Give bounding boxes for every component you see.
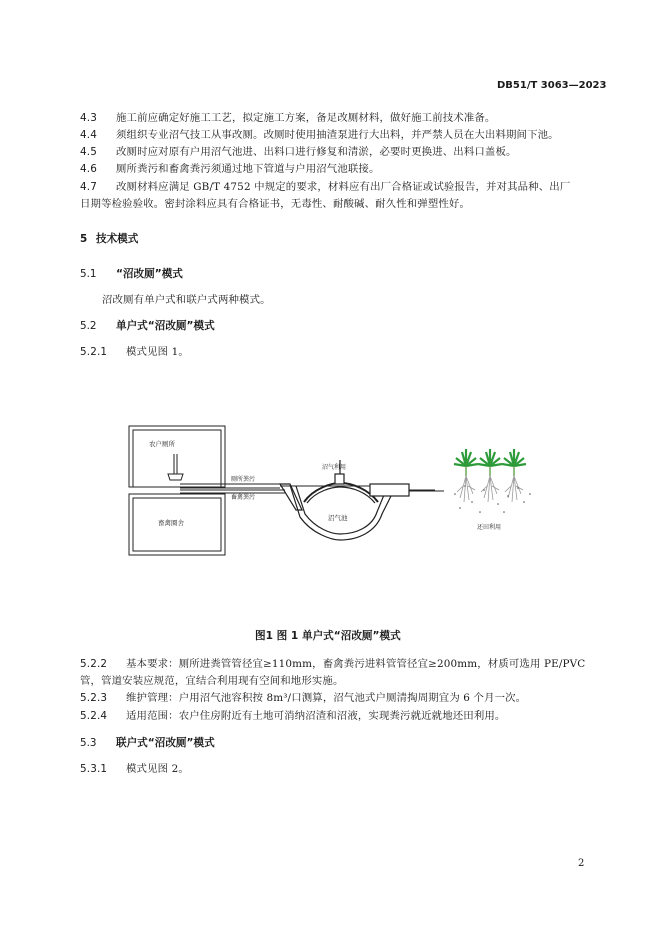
livestock-house-label: 畜禽圈舍 [158, 519, 184, 527]
clause-4-4 [80, 126, 559, 141]
clause-text: 改厕材料应满足 GB/T 4752 中规定的要求，材料应有出厂合格证或试验报告，并对其品种、出厂 [116, 181, 571, 193]
section-number: 5.3 [80, 737, 97, 749]
document-id: DB51/T 3063—2023 [497, 80, 607, 91]
section-5-2-heading [80, 318, 215, 333]
clause-5-2-4 [80, 707, 505, 722]
page-number: 2 [578, 858, 585, 869]
clause-5-2-1 [80, 343, 189, 358]
clause-number: 4.5 [80, 146, 97, 158]
clause-number: 4.3 [80, 112, 97, 124]
clause-4-3 [80, 109, 495, 124]
clause-text: 改厕时应对原有户用沼气池进、出料口进行修复和清淤，必要时更换进、出料口盖板。 [116, 146, 517, 158]
section-5-3-heading [80, 735, 215, 750]
toilet-label: 农户厕所 [149, 440, 175, 448]
figure-1-caption: 图1 图 1 单户式“沼改厕”模式 [255, 630, 401, 642]
clause-text: 模式见图 2。 [126, 763, 189, 775]
clause-number: 4.7 [80, 181, 97, 193]
clause-number: 5.2.4 [80, 710, 108, 722]
clause-number: 5.3.1 [80, 763, 108, 775]
clause-4-7-continued: 日期等检验验收。密封涂料应具有合格证书，无毒性、耐酸碱、耐久性和弹塑性好。 [80, 198, 470, 210]
toilet-waste-label: 厕所粪污 [231, 476, 256, 483]
clause-4-5 [80, 143, 517, 158]
clause-text: 维护管理：户用沼气池容积按 8m³/口测算，沼气池式户厕清掏周期宜为 6 个月一次。 [126, 692, 527, 704]
section-title: 联户式“沼改厕”模式 [116, 737, 215, 749]
clause-text: 基本要求：厕所进粪管管径宜≥110mm，畜禽粪污进料管管径宜≥200mm，材质可选用 PE/PVC [126, 658, 586, 670]
clause-5-2-2 [80, 655, 585, 670]
clause-number: 4.6 [80, 163, 97, 175]
clause-text: 模式见图 1。 [126, 346, 189, 358]
digester-label: 沼气池 [328, 514, 348, 522]
field-use-label: 还田利用 [477, 524, 502, 531]
section-5-1-heading [80, 266, 183, 281]
clause-text: 适用范围：农户住房附近有土地可消纳沼渣和沼液，实现粪污就近就地还田利用。 [126, 710, 506, 722]
section-number: 5.1 [80, 268, 97, 280]
clause-5-3-1 [80, 760, 189, 775]
biogas-use-label: 沼气利用 [322, 464, 347, 471]
clause-number: 5.2.1 [80, 346, 108, 358]
clause-text: 施工前应确定好施工工艺，拟定施工方案，备足改厕材料，做好施工前技术准备。 [116, 112, 496, 124]
section-5-1-body: 沼改厕有单户式和联户式两种模式。 [102, 294, 271, 306]
clause-text: 须组织专业沼气技工从事改厕。改厕时使用抽渣泵进行大出料，并严禁人员在大出料期间下池。 [116, 129, 559, 141]
livestock-waste-label: 畜禽粪污 [231, 494, 256, 501]
figure-1-diagram [100, 362, 562, 620]
clause-number: 4.4 [80, 129, 97, 141]
clause-4-6 [80, 160, 380, 175]
section-title: “沼改厕”模式 [116, 268, 183, 280]
clause-text: 厕所粪污和畜禽粪污须通过地下管道与户用沼气池联接。 [116, 163, 380, 175]
section-5-heading [80, 231, 138, 246]
clause-5-2-2-continued: 管，管道安装应规范，宜结合利用现有空间和地形实施。 [80, 675, 344, 687]
section-title: 技术模式 [96, 233, 139, 245]
clause-number: 5.2.2 [80, 658, 108, 670]
section-title: 单户式“沼改厕”模式 [116, 320, 215, 332]
clause-5-2-3 [80, 689, 526, 704]
clause-4-7 [80, 178, 570, 193]
section-number: 5 [80, 233, 88, 245]
section-number: 5.2 [80, 320, 97, 332]
clause-number: 5.2.3 [80, 692, 108, 704]
